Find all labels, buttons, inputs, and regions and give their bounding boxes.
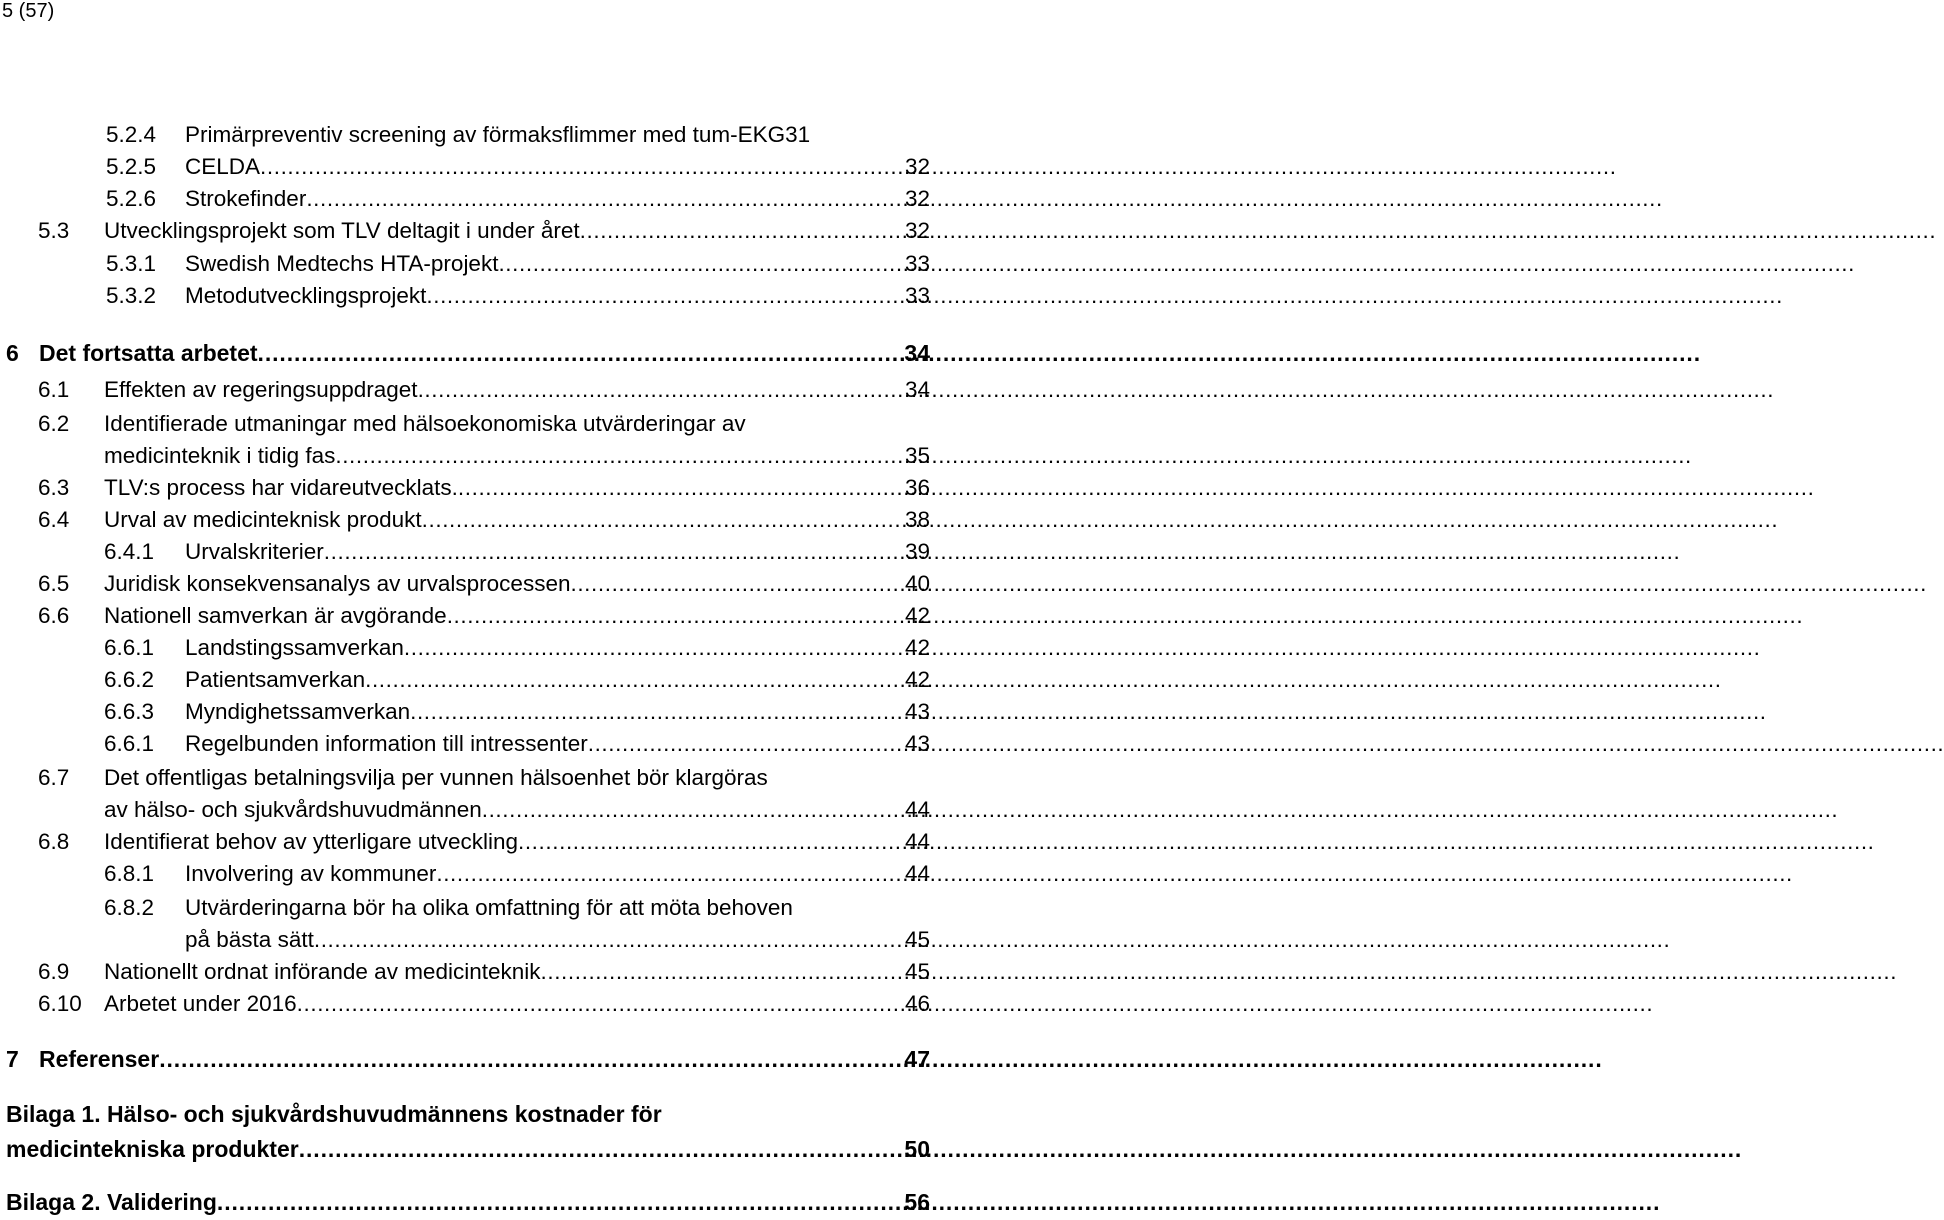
toc-number: 6.10 (38, 991, 82, 1016)
toc-title: Metodutvecklingsprojekt (185, 283, 427, 308)
toc-entry-5-2-4[interactable] (106, 120, 930, 150)
toc-page: 35 (904, 443, 930, 468)
toc-number: 6.4.1 (104, 539, 155, 564)
toc-page: 45 (904, 959, 930, 984)
toc-entry-6-6-1b[interactable] (104, 729, 930, 759)
dot-leader (447, 601, 905, 631)
toc-entry-5-2-6[interactable] (106, 184, 930, 214)
toc-page: 50 (904, 1136, 930, 1162)
toc-number: 6.8.1 (104, 861, 155, 886)
toc-page: 32 (904, 218, 930, 243)
toc-entry-6-8[interactable] (38, 827, 930, 857)
toc-entry-6-8-2[interactable] (185, 925, 930, 955)
toc-title: Juridisk konsekvensanalys av urvalsprocessen (104, 571, 571, 596)
toc-number: 5.2.4 (106, 122, 157, 147)
dot-leader (580, 216, 905, 246)
toc-number: 6.6.1 (104, 635, 155, 660)
toc-entry-5-3-1[interactable] (106, 249, 930, 279)
dot-leader (498, 249, 905, 279)
toc-entry-6-7[interactable] (104, 795, 930, 825)
toc-entry-6-7-line1[interactable] (38, 763, 768, 793)
toc-number: 6.6.1 (104, 731, 155, 756)
dot-leader (436, 859, 905, 889)
toc-title: Patientsamverkan (185, 667, 366, 692)
dot-leader (159, 1044, 904, 1074)
toc-page: 39 (904, 539, 930, 564)
dot-leader (335, 441, 905, 471)
toc-page: 43 (904, 699, 930, 724)
toc-number: 6.6 (38, 603, 70, 628)
toc-title: Nationellt ordnat införande av medicinteknik (104, 959, 541, 984)
dot-leader (518, 827, 905, 857)
dot-leader (297, 989, 905, 1019)
toc-title: Involvering av kommuner (185, 861, 437, 886)
toc-page: 38 (904, 507, 930, 532)
toc-title: Utvecklingsprojekt som TLV deltagit i under året (104, 218, 580, 243)
toc-title-continued: medicinteknik i tidig fas (104, 443, 336, 468)
toc-entry-7[interactable] (6, 1044, 930, 1074)
toc-number: 5.2.6 (106, 186, 157, 211)
toc-number: 6.8 (38, 829, 70, 854)
toc-page: 34 (904, 340, 930, 366)
dot-leader (588, 729, 905, 759)
toc-number: 7 (6, 1046, 19, 1072)
toc-number: 6.8.2 (104, 895, 155, 920)
toc-title: Myndighetssamverkan (185, 699, 411, 724)
toc-page: 40 (904, 571, 930, 596)
toc-number: 6.4 (38, 507, 70, 532)
toc-entry-6-5[interactable] (38, 569, 930, 599)
toc-title-continued: på bästa sätt (185, 927, 314, 952)
toc-entry-6-8-1[interactable] (104, 859, 930, 889)
toc-number: 5.3.1 (106, 251, 157, 276)
toc-title: Bilaga 1. Hälso- och sjukvårdshuvudmännens kostnader för (6, 1101, 662, 1127)
toc-title: Urvalskriterier (185, 539, 324, 564)
toc-title: Nationell samverkan är avgörande (104, 603, 447, 628)
dot-leader (541, 957, 905, 987)
toc-entry-6-4-1[interactable] (104, 537, 930, 567)
toc-title: Utvärderingarna bör ha olika omfattning för att möta behoven (185, 895, 793, 920)
toc-number: 6 (6, 340, 19, 366)
dot-leader (324, 537, 905, 567)
toc-page: 44 (904, 829, 930, 854)
dot-leader (404, 633, 905, 663)
toc-title: Bilaga 2. Validering (6, 1189, 217, 1215)
toc-entry-6-8-2-line1[interactable] (104, 893, 793, 923)
toc-title: Regelbunden information till intressenter (185, 731, 588, 756)
toc-number: 6.6.3 (104, 699, 155, 724)
toc-entry-5-3[interactable] (38, 216, 930, 246)
page-label: 5 (57) (2, 0, 55, 22)
toc-entry-bilaga-1-line1[interactable] (6, 1099, 662, 1129)
dot-leader (418, 375, 905, 405)
toc-title: Identifierat behov av ytterligare utveckling (104, 829, 518, 854)
toc-entry-6-6-2[interactable] (104, 665, 930, 695)
toc-title-continued: medicintekniska produkter (6, 1136, 299, 1162)
toc-entry-6-6-3[interactable] (104, 697, 930, 727)
toc-title: Effekten av regeringsuppdraget (104, 377, 418, 402)
toc-entry-6-9[interactable] (38, 957, 930, 987)
toc-entry-5-3-2[interactable] (106, 281, 930, 311)
toc-title: CELDA (185, 154, 261, 179)
toc-page: 32 (904, 186, 930, 211)
toc-page: 42 (904, 635, 930, 660)
toc-number: 5.3.2 (106, 283, 157, 308)
dot-leader (306, 184, 905, 214)
dot-leader (426, 281, 905, 311)
dot-leader (365, 665, 905, 695)
toc-title: Arbetet under 2016 (104, 991, 297, 1016)
dot-leader (482, 795, 905, 825)
toc-number: 6.5 (38, 571, 70, 596)
toc-title: Identifierade utmaningar med hälsoekonomiska utvärderingar av (104, 411, 746, 436)
toc-page: 43 (904, 731, 930, 756)
toc-title: Urval av medicinteknisk produkt (104, 507, 422, 532)
toc-entry-6-10[interactable] (38, 989, 930, 1019)
dot-leader (410, 697, 905, 727)
dot-leader (570, 569, 905, 599)
toc-page: 34 (904, 377, 930, 402)
dot-leader (217, 1187, 904, 1217)
toc-page: 32 (904, 154, 930, 179)
toc-page: 56 (904, 1189, 930, 1215)
toc-entry-6-1[interactable] (38, 375, 930, 405)
toc-entry-6-6[interactable] (38, 601, 930, 631)
toc-page: 36 (904, 475, 930, 500)
toc-page: 44 (904, 861, 930, 886)
dot-leader (422, 505, 905, 535)
dot-leader (299, 1134, 905, 1164)
toc-title: Swedish Medtechs HTA-projekt (185, 251, 499, 276)
toc-page: 33 (904, 283, 930, 308)
dot-leader (258, 338, 905, 368)
toc-page: 42 (904, 603, 930, 628)
toc-number: 6.6.2 (104, 667, 155, 692)
toc-title: TLV:s process har vidareutvecklats. (104, 475, 458, 500)
dot-leader (314, 925, 905, 955)
toc-title: Referenser (39, 1046, 160, 1072)
toc-entry-bilaga-1[interactable] (6, 1134, 930, 1164)
toc-entry-6-2[interactable] (104, 441, 930, 471)
toc-number: 5.3 (38, 218, 70, 243)
toc-entry-6-3[interactable] (38, 473, 930, 503)
toc-title: Det offentligas betalningsvilja per vunnen hälsoenhet bör klargöras (104, 765, 768, 790)
toc-page: 31 (785, 122, 811, 147)
toc-number: 6.7 (38, 765, 70, 790)
toc-entry-6-2-line1[interactable] (38, 409, 746, 439)
toc-title: Strokefinder (185, 186, 307, 211)
toc-number: 6.3 (38, 475, 70, 500)
toc-number: 6.1 (38, 377, 70, 402)
toc-page: 46 (904, 991, 930, 1016)
toc-entry-bilaga-2[interactable] (6, 1187, 930, 1217)
toc-title: Landstingssamverkan (185, 635, 404, 660)
toc-entry-5-2-5[interactable] (106, 152, 930, 182)
toc-entry-6-4[interactable] (38, 505, 930, 535)
toc-title: Primärpreventiv screening av förmaksflimmer med tum-EKG (185, 122, 786, 147)
toc-entry-6[interactable] (6, 338, 930, 368)
toc-number: 6.9 (38, 959, 70, 984)
toc-entry-6-6-1[interactable] (104, 633, 930, 663)
toc-title-continued: av hälso- och sjukvårdshuvudmännen (104, 797, 482, 822)
toc-page: 42 (904, 667, 930, 692)
toc-page: 45 (904, 927, 930, 952)
toc-page: 47 (904, 1046, 930, 1072)
dot-leader (260, 152, 905, 182)
toc-page: 44 (904, 797, 930, 822)
toc-title: Det fortsatta arbetet (39, 340, 258, 366)
toc-number: 6.2 (38, 411, 70, 436)
dot-leader (458, 473, 905, 503)
toc-page: 33 (904, 251, 930, 276)
toc-number: 5.2.5 (106, 154, 157, 179)
